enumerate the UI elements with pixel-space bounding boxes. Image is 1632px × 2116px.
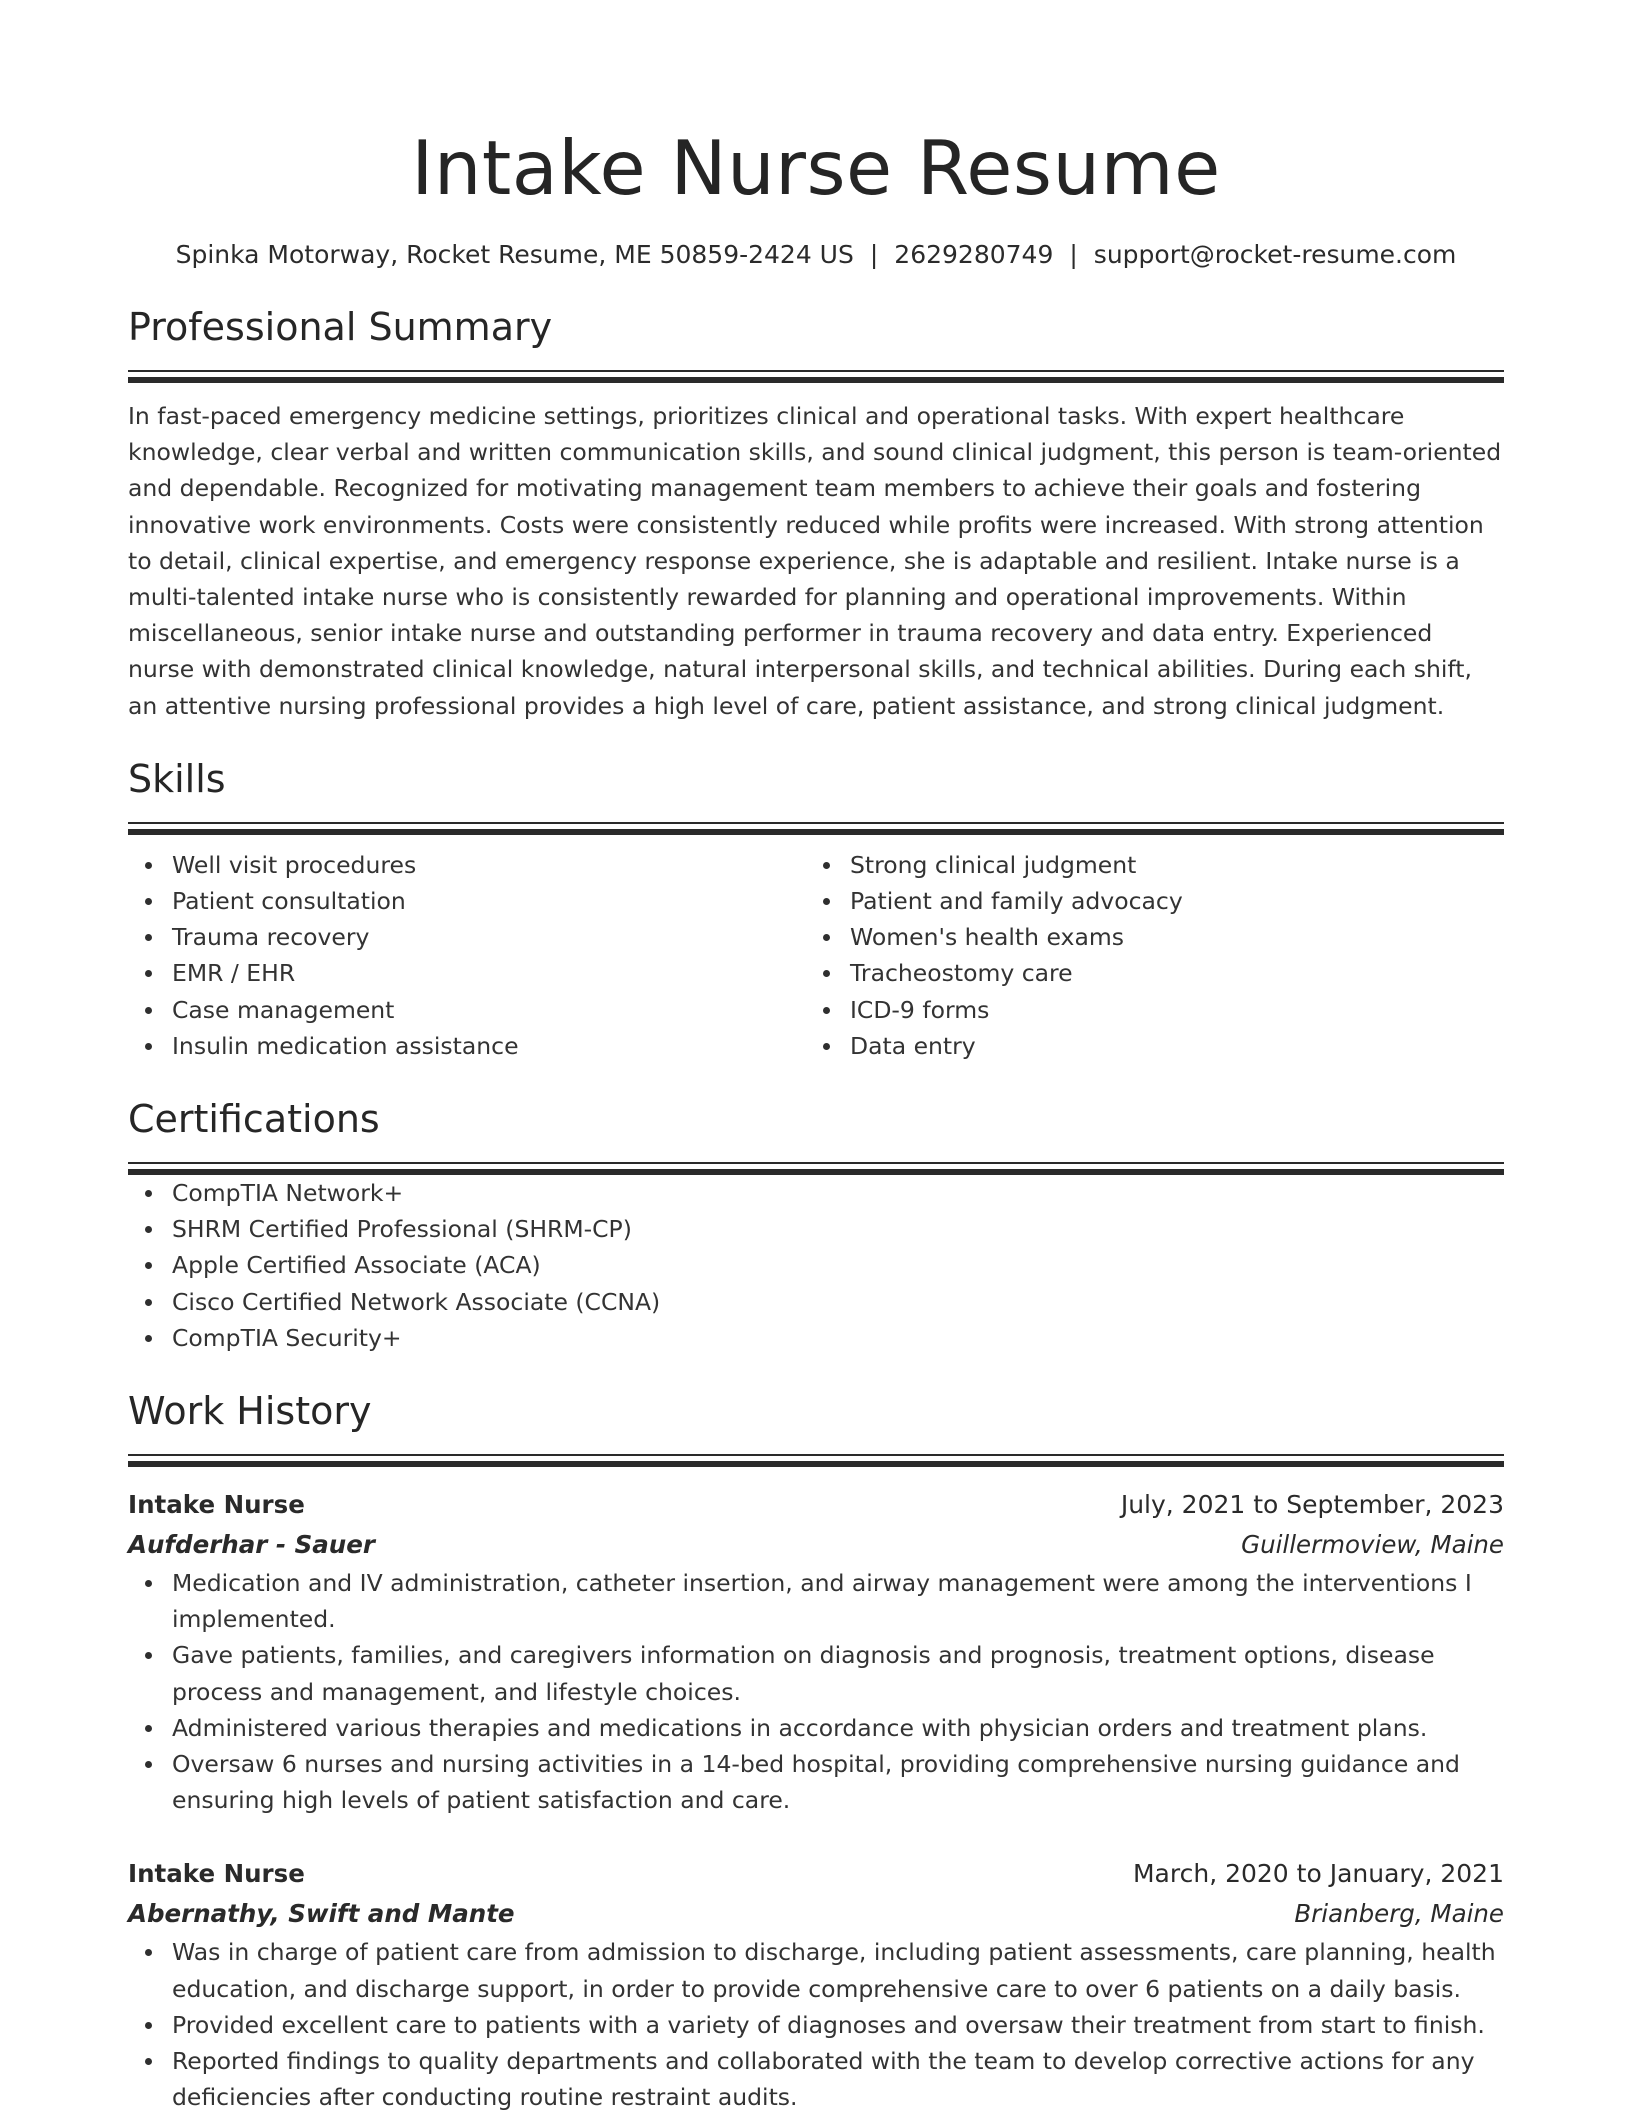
certifications-list <box>128 1175 1504 1356</box>
skill-item: Data entry <box>850 1028 1484 1064</box>
resume-page <box>128 0 1504 2116</box>
certifications-section <box>128 1094 1504 1356</box>
job-duty-item: Reported findings to quality departments and collaborated with the team to develop corrective actions for any deficiencies after conducting routine restraint audits. <box>172 2043 1504 2115</box>
skill-item: Case management <box>172 992 806 1028</box>
skill-item: Women's health exams <box>850 919 1484 955</box>
job-location: Guillermoview, Maine <box>1241 1530 1504 1560</box>
skill-item: EMR / EHR <box>172 955 806 991</box>
job-duty-item: Was in charge of patient care from admission to discharge, including patient assessments, care planning, health education, and discharge support, in order to provide comprehensive care to over 6 patients on a daily basis. <box>172 1934 1504 2006</box>
contact-separator: | <box>1069 240 1078 269</box>
contact-line <box>128 238 1504 272</box>
certification-item: Apple Certified Associate (ACA) <box>172 1247 1504 1283</box>
contact-phone: 2629280749 <box>894 240 1054 269</box>
section-heading: Certifications <box>128 1097 380 1142</box>
job-employer-row <box>128 1525 1504 1565</box>
job-dates: March, 2020 to January, 2021 <box>1132 1859 1504 1889</box>
skill-item: Insulin medication assistance <box>172 1028 806 1064</box>
contact-address: Spinka Motorway, Rocket Resume, ME 50859-2424 US <box>175 240 854 269</box>
job-dates: July, 2021 to September, 2023 <box>1120 1490 1504 1520</box>
job-duty-item: Oversaw 6 nurses and nursing activities in a 14-bed hospital, providing comprehensive nursing guidance and ensuring high levels of patient satisfaction and care. <box>172 1746 1504 1818</box>
job-title: Intake Nurse <box>128 1490 305 1520</box>
certification-item: CompTIA Security+ <box>172 1320 1504 1356</box>
section-divider <box>128 1162 1504 1175</box>
job-header-row <box>128 1854 1504 1894</box>
skills-grid <box>128 847 1504 1064</box>
contact-separator: | <box>869 240 879 269</box>
job-title: Intake Nurse <box>128 1859 305 1889</box>
job-duty-item: Medication and IV administration, catheter insertion, and airway management were among the interventions I implemented. <box>172 1565 1504 1637</box>
job-entry <box>128 1854 1504 2115</box>
skills-section <box>128 754 1504 1064</box>
job-location: Brianberg, Maine <box>1294 1899 1504 1929</box>
skill-item: Strong clinical judgment <box>850 847 1484 883</box>
job-duties-list <box>128 1934 1504 2115</box>
skill-item: Patient and family advocacy <box>850 883 1484 919</box>
skill-item: Trauma recovery <box>172 919 806 955</box>
section-divider <box>128 822 1504 835</box>
skill-item: Well visit procedures <box>172 847 806 883</box>
skills-column-right <box>806 847 1484 1064</box>
professional-summary-section <box>128 302 1504 724</box>
job-company: Abernathy, Swift and Mante <box>128 1899 515 1929</box>
job-duty-item: Provided excellent care to patients with a variety of diagnoses and oversaw their treatment from start to finish. <box>172 2007 1504 2043</box>
job-header-row <box>128 1485 1504 1525</box>
certification-item: SHRM Certified Professional (SHRM-CP) <box>172 1211 1504 1247</box>
section-heading: Skills <box>128 756 226 801</box>
skill-item: Tracheostomy care <box>850 955 1484 991</box>
certification-item: Cisco Certified Network Associate (CCNA) <box>172 1284 1504 1320</box>
summary-paragraph: In fast-paced emergency medicine settings, prioritizes clinical and operational tasks. With expert healthcare knowledge, clear verbal and written communication skills, and sound clinical judgment, this person is team-oriented and dependable. Recognized for motivating management team members to achieve their goals and fostering innovative work environments. Costs were consistently reduced while profits were increased. With strong attention to detail, clinical expertise, and emergency response experience, she is adaptable and resilient. Intake nurse is a multi-talented intake nurse who is consistently rewarded for planning and operational improvements. Within miscellaneous, senior intake nurse and outstanding performer in trauma recovery and data entry. Experienced nurse with demonstrated clinical knowledge, natural interpersonal skills, and technical abilities. During each shift, an attentive nursing professional provides a high level of care, patient assistance, and strong clinical judgment. <box>128 402 1502 720</box>
section-heading: Professional Summary <box>128 305 553 349</box>
job-entry <box>128 1485 1504 1818</box>
job-employer-row <box>128 1894 1504 1934</box>
skill-item: ICD-9 forms <box>850 992 1484 1028</box>
section-divider <box>128 1454 1504 1467</box>
job-duty-item: Administered various therapies and medications in accordance with physician orders and treatment plans. <box>172 1710 1504 1746</box>
section-divider <box>128 370 1504 383</box>
section-heading: Work History <box>128 1389 372 1434</box>
job-duties-list <box>128 1565 1504 1818</box>
job-company: Aufderhar - Sauer <box>128 1530 375 1560</box>
skill-item: Patient consultation <box>172 883 806 919</box>
skills-column-left <box>128 847 806 1064</box>
job-duty-item: Gave patients, families, and caregivers information on diagnosis and prognosis, treatment options, disease process and management, and lifestyle choices. <box>172 1637 1504 1709</box>
contact-email: support@rocket-resume.com <box>1093 240 1457 269</box>
work-history-section <box>128 1386 1504 2115</box>
resume-title: Intake Nurse Resume <box>411 124 1221 212</box>
certification-item: CompTIA Network+ <box>172 1175 1504 1211</box>
